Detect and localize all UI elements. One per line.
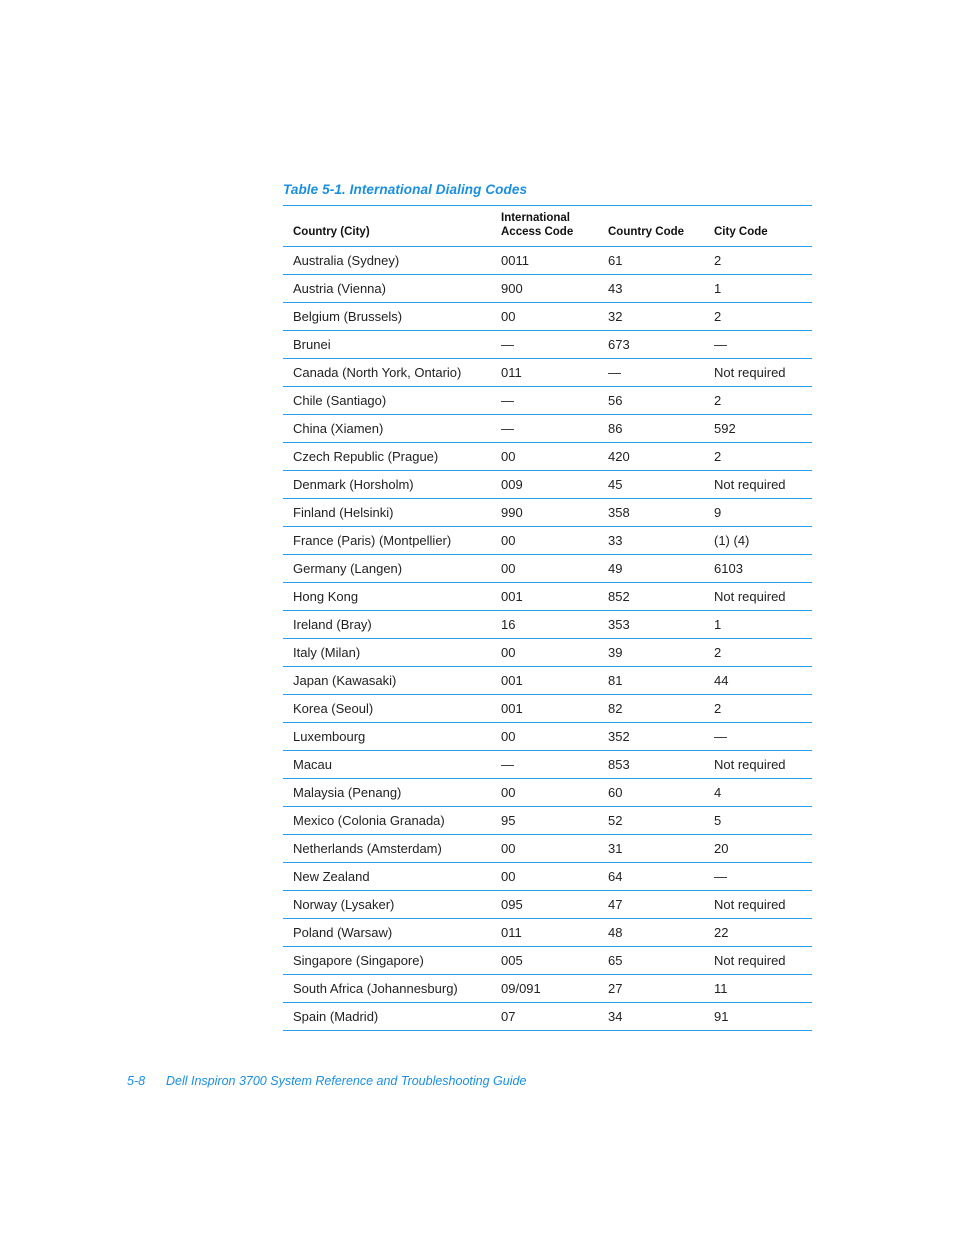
table-row — [283, 723, 812, 751]
cell-city-code: 2 — [714, 393, 722, 408]
header-country-code: Country Code — [608, 226, 685, 238]
table-row — [283, 471, 812, 499]
cell-country-code: 65 — [608, 953, 623, 968]
cell-city-code: 2 — [714, 701, 722, 716]
table-row — [283, 583, 812, 611]
table-row — [283, 695, 812, 723]
table-row — [283, 611, 812, 639]
cell-country: Finland (Helsinki) — [293, 505, 394, 520]
cell-country-code: 853 — [608, 757, 630, 772]
cell-country-code: 52 — [608, 813, 623, 828]
cell-access-code: — — [501, 337, 514, 352]
cell-access-code: 001 — [501, 589, 523, 604]
dialing-codes-table — [283, 205, 812, 1031]
cell-country-code: 420 — [608, 449, 630, 464]
table-row — [283, 1003, 812, 1031]
cell-country-code: 34 — [608, 1009, 623, 1024]
table-header — [283, 206, 812, 247]
cell-access-code: 00 — [501, 869, 516, 884]
cell-country-code: 33 — [608, 533, 623, 548]
table-row — [283, 751, 812, 779]
cell-country: Australia (Sydney) — [293, 253, 400, 268]
cell-access-code: 00 — [501, 729, 516, 744]
cell-access-code: 009 — [501, 477, 523, 492]
cell-access-code: 990 — [501, 505, 523, 520]
cell-country: South Africa (Johannesburg) — [293, 981, 458, 996]
cell-country: Brunei — [293, 337, 331, 352]
page-number: 5-8 — [127, 1074, 146, 1088]
cell-city-code: Not required — [714, 757, 786, 772]
cell-access-code: 00 — [501, 533, 516, 548]
table-row — [283, 639, 812, 667]
cell-country: Singapore (Singapore) — [293, 953, 424, 968]
table-row — [283, 975, 812, 1003]
header-city-code: City Code — [714, 226, 768, 238]
table-caption: Table 5-1. International Dialing Codes — [283, 182, 528, 197]
cell-city-code: 2 — [714, 449, 722, 464]
cell-city-code: 2 — [714, 309, 722, 324]
cell-access-code: 07 — [501, 1009, 516, 1024]
cell-city-code: 11 — [714, 981, 728, 996]
cell-country: Malaysia (Penang) — [293, 785, 402, 800]
cell-city-code: — — [714, 869, 727, 884]
cell-country: Macau — [293, 757, 333, 772]
cell-country-code: 86 — [608, 421, 623, 436]
cell-country: Germany (Langen) — [293, 561, 403, 576]
cell-country: Spain (Madrid) — [293, 1009, 379, 1024]
cell-access-code: 00 — [501, 785, 516, 800]
table-row — [283, 835, 812, 863]
cell-city-code: 5 — [714, 813, 722, 828]
table-row — [283, 443, 812, 471]
cell-access-code: 00 — [501, 309, 516, 324]
cell-country-code: 358 — [608, 505, 630, 520]
cell-country-code: 45 — [608, 477, 623, 492]
cell-access-code: 00 — [501, 645, 516, 660]
cell-city-code: — — [714, 729, 727, 744]
cell-access-code: 011 — [501, 925, 522, 940]
cell-country-code: 39 — [608, 645, 623, 660]
cell-country-code: 61 — [608, 253, 623, 268]
table-row — [283, 387, 812, 415]
cell-access-code: 00 — [501, 449, 516, 464]
cell-country-code: 31 — [608, 841, 623, 856]
cell-access-code: 00 — [501, 561, 516, 576]
cell-country: Hong Kong — [293, 589, 359, 604]
footer-title: Dell Inspiron 3700 System Reference and Troubleshooting Guide — [166, 1074, 527, 1088]
table-row — [283, 863, 812, 891]
cell-country-code: 47 — [608, 897, 623, 912]
table-row — [283, 303, 812, 331]
cell-city-code: 2 — [714, 645, 722, 660]
table-row — [283, 667, 812, 695]
cell-access-code: 011 — [501, 365, 522, 380]
cell-country-code: 82 — [608, 701, 623, 716]
cell-city-code: 4 — [714, 785, 722, 800]
cell-access-code: 900 — [501, 281, 523, 296]
cell-city-code: 1 — [714, 617, 722, 632]
cell-access-code: 16 — [501, 617, 516, 632]
table-row — [283, 527, 812, 555]
table-row — [283, 247, 812, 275]
cell-access-code: 001 — [501, 673, 523, 688]
cell-country: China (Xiamen) — [293, 421, 384, 436]
cell-city-code: Not required — [714, 477, 786, 492]
cell-country-code: 81 — [608, 673, 623, 688]
header-country: Country (City) — [293, 226, 370, 238]
cell-city-code: — — [714, 337, 727, 352]
cell-access-code: — — [501, 757, 514, 772]
cell-country: Chile (Santiago) — [293, 393, 387, 408]
cell-country: France (Paris) (Montpellier) — [293, 533, 452, 548]
cell-country-code: 352 — [608, 729, 630, 744]
table-row — [283, 891, 812, 919]
cell-access-code: — — [501, 421, 514, 436]
table-row — [283, 331, 812, 359]
cell-city-code: 2 — [714, 253, 722, 268]
cell-city-code: 20 — [714, 841, 729, 856]
cell-country-code: 60 — [608, 785, 623, 800]
table-row — [283, 275, 812, 303]
cell-country-code: 64 — [608, 869, 623, 884]
cell-country: Italy (Milan) — [293, 645, 361, 660]
cell-city-code: (1) (4) — [714, 533, 750, 548]
cell-city-code: 91 — [714, 1009, 729, 1024]
table-row — [283, 415, 812, 443]
cell-country: Belgium (Brussels) — [293, 309, 403, 324]
cell-country: Czech Republic (Prague) — [293, 449, 439, 464]
cell-country: Korea (Seoul) — [293, 701, 374, 716]
cell-country-code: 32 — [608, 309, 623, 324]
table-row — [283, 555, 812, 583]
table-row — [283, 779, 812, 807]
cell-country-code: 48 — [608, 925, 623, 940]
table-body — [283, 247, 812, 1031]
cell-country-code: 56 — [608, 393, 623, 408]
cell-country: New Zealand — [293, 869, 370, 884]
cell-country: Norway (Lysaker) — [293, 897, 395, 912]
cell-access-code: 0011 — [501, 253, 529, 268]
cell-country: Netherlands (Amsterdam) — [293, 841, 442, 856]
cell-country: Denmark (Horsholm) — [293, 477, 414, 492]
cell-country: Austria (Vienna) — [293, 281, 386, 296]
cell-city-code: Not required — [714, 365, 786, 380]
cell-access-code: 001 — [501, 701, 523, 716]
cell-country: Luxembourg — [293, 729, 366, 744]
cell-city-code: Not required — [714, 953, 786, 968]
cell-city-code: 1 — [714, 281, 722, 296]
table-row — [283, 359, 812, 387]
table-row — [283, 919, 812, 947]
table-row — [283, 499, 812, 527]
cell-access-code: 95 — [501, 813, 516, 828]
table-row — [283, 807, 812, 835]
cell-country-code: 353 — [608, 617, 630, 632]
cell-country: Ireland (Bray) — [293, 617, 372, 632]
cell-country-code: 852 — [608, 589, 630, 604]
cell-country-code: 43 — [608, 281, 623, 296]
cell-country-code: — — [608, 365, 621, 380]
cell-access-code: 095 — [501, 897, 523, 912]
cell-city-code: 44 — [714, 673, 729, 688]
cell-country: Poland (Warsaw) — [293, 925, 393, 940]
cell-city-code: 592 — [714, 421, 736, 436]
cell-country-code: 27 — [608, 981, 623, 996]
table-row — [283, 947, 812, 975]
header-access-code: International Access Code — [501, 212, 574, 238]
cell-country: Japan (Kawasaki) — [293, 673, 397, 688]
cell-country-code: 49 — [608, 561, 623, 576]
cell-country-code: 673 — [608, 337, 630, 352]
cell-access-code: 005 — [501, 953, 523, 968]
cell-country: Canada (North York, Ontario) — [293, 365, 462, 380]
cell-city-code: 9 — [714, 505, 722, 520]
cell-access-code: — — [501, 393, 514, 408]
cell-city-code: 6103 — [714, 561, 743, 576]
cell-city-code: Not required — [714, 589, 786, 604]
cell-city-code: 22 — [714, 925, 729, 940]
cell-city-code: Not required — [714, 897, 786, 912]
cell-country: Mexico (Colonia Granada) — [293, 813, 445, 828]
cell-access-code: 00 — [501, 841, 516, 856]
cell-access-code: 09/091 — [501, 981, 541, 996]
